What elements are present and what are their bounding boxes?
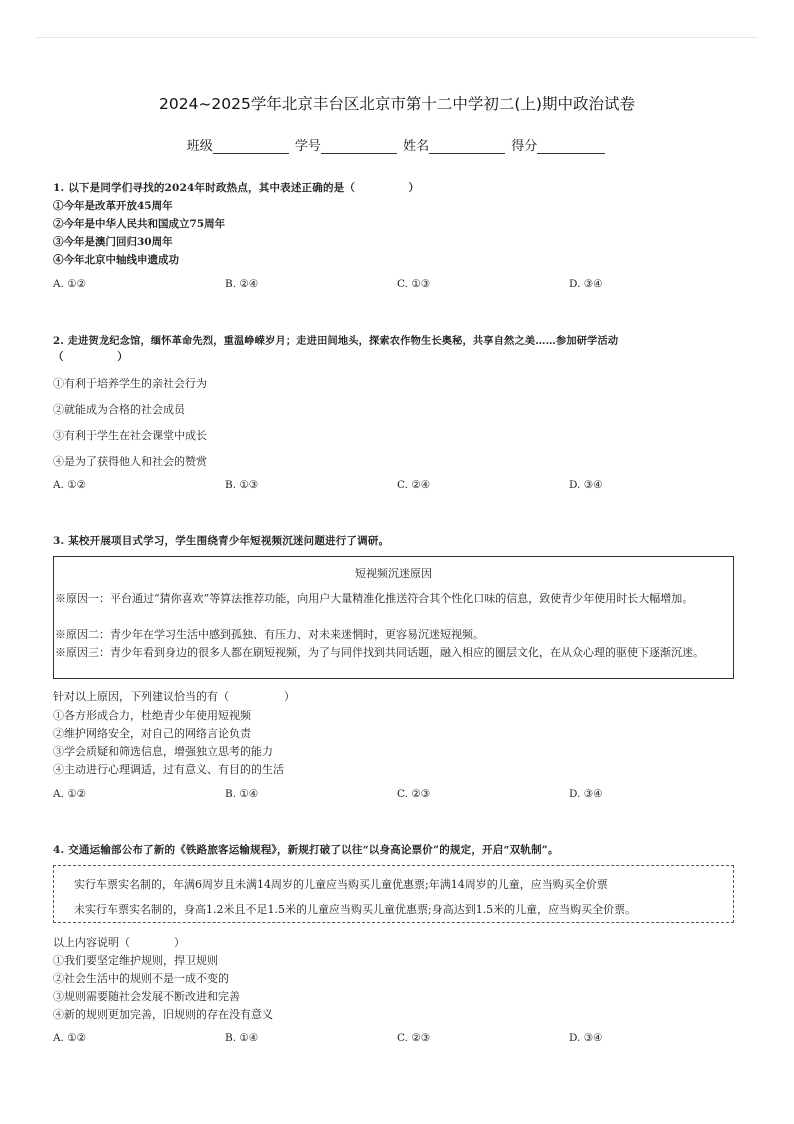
question-1-item: ④今年北京中轴线申遗成功: [53, 254, 179, 266]
question-2-stem: 2. 走进贺龙纪念馆，缅怀革命先烈，重温峥嵘岁月；走进田间地头，探索农作物生长奥秘，共享自然之美……参加研学活动: [53, 335, 619, 347]
score-blank: [537, 139, 605, 154]
header-divider: [36, 37, 758, 38]
reason-three: ※原因三：青少年看到身边的很多人都在刷短视频，为了与同伴找到共同话题，融入相应的圈层文化，在从众心理的驱使下逐渐沉迷。: [55, 646, 704, 659]
question-2-stem-cont: （ ）: [53, 351, 128, 363]
question-4-choice-c: C. ②③: [397, 1032, 431, 1044]
question-2-item: ③有利于学生在社会课堂中成长: [53, 429, 207, 442]
reason-one: ※原因一：平台通过“猜你喜欢”等算法推荐功能，向用户大量精准化推送符合其个性化口味的信息，致使青少年使用时长大幅增加。: [55, 592, 694, 605]
question-2-item: ④是为了获得他人和社会的赞赏: [53, 455, 207, 468]
reasons-box-title: 短视频沉迷原因: [355, 567, 432, 580]
question-2-item: ②就能成为合格的社会成员: [53, 403, 185, 416]
question-4-choice-a: A. ①②: [53, 1032, 87, 1044]
question-4-item: ①我们要坚定维护规则，捍卫规则: [53, 954, 218, 967]
regulation-line-1: 实行车票实名制的，年满6周岁且未满14周岁的儿童应当购买儿童优惠票;年满14周岁的儿童，应当购买全价票: [74, 878, 608, 891]
question-4-item: ③规则需要随社会发展不断改进和完善: [53, 990, 240, 1003]
question-4-choice-d: D. ③④: [569, 1032, 603, 1044]
question-1-stem: 1. 以下是同学们寻找的2024年时政热点，其中表述正确的是（ ）: [53, 182, 420, 194]
question-1-choice-c: C. ①③: [397, 278, 431, 290]
regulation-line-2: 未实行车票实名制的，身高1.2米且不足1.5米的儿童应当购买儿童优惠票;身高达到1.5米的儿童，应当购买全价票。: [74, 903, 637, 916]
reason-two: ※原因二：青少年在学习生活中感到孤独、有压力、对未来迷惘时，更容易沉迷短视频。: [55, 628, 484, 641]
student-info-line: [0, 135, 794, 154]
question-1-choice-b: B. ②④: [225, 278, 259, 290]
question-2-choice-c: C. ②④: [397, 479, 431, 491]
question-3-question: 针对以上原因，下列建议恰当的有（ ）: [53, 690, 295, 703]
question-4-choice-b: B. ①④: [225, 1032, 259, 1044]
name-label: 姓名: [403, 139, 430, 154]
class-label: 班级: [186, 139, 213, 154]
question-3-stem: 3. 某校开展项目式学习，学生围绕青少年短视频沉迷问题进行了调研。: [53, 535, 390, 547]
question-4-stem: 4. 交通运输部公布了新的《铁路旅客运输规程》，新规打破了以往“以身高论票价”的规定，开启“双轨制”。: [53, 844, 559, 856]
class-blank: [213, 139, 289, 154]
question-3-item: ③学会质疑和筛选信息，增强独立思考的能力: [53, 745, 273, 758]
question-1-item: ②今年是中华人民共和国成立75周年: [53, 218, 226, 230]
question-2-choice-a: A. ①②: [53, 479, 87, 491]
question-4-item: ④新的规则更加完善，旧规则的存在没有意义: [53, 1008, 273, 1021]
question-2-choice-d: D. ③④: [569, 479, 603, 491]
question-3-item: ①各方形成合力，杜绝青少年使用短视频: [53, 709, 251, 722]
question-1-item: ③今年是澳门回归30周年: [53, 236, 173, 248]
number-blank: [321, 139, 397, 154]
question-1-choice-a: A. ①②: [53, 278, 87, 290]
name-blank: [429, 139, 505, 154]
question-1-item: ①今年是改革开放45周年: [53, 200, 173, 212]
question-3-item: ④主动进行心理调适，过有意义、有目的的生活: [53, 763, 284, 776]
question-1-choice-d: D. ③④: [569, 278, 603, 290]
regulation-box: [53, 865, 734, 923]
question-4-item: ②社会生活中的规则不是一成不变的: [53, 972, 229, 985]
question-3-choice-d: D. ③④: [569, 788, 603, 800]
question-3-choice-a: A. ①②: [53, 788, 87, 800]
question-4-question: 以上内容说明（ ）: [53, 936, 185, 949]
question-2-item: ①有利于培养学生的亲社会行为: [53, 377, 207, 390]
number-label: 学号: [294, 139, 321, 154]
reasons-box: [53, 556, 734, 679]
page-title: 2024~2025学年北京丰台区北京市第十二中学初二(上)期中政治试卷: [159, 95, 635, 113]
question-3-choice-b: B. ①④: [225, 788, 259, 800]
score-label: 得分: [511, 139, 538, 154]
question-3-item: ②维护网络安全，对自己的网络言论负责: [53, 727, 251, 740]
question-3-choice-c: C. ②③: [397, 788, 431, 800]
question-2-choice-b: B. ①③: [225, 479, 259, 491]
